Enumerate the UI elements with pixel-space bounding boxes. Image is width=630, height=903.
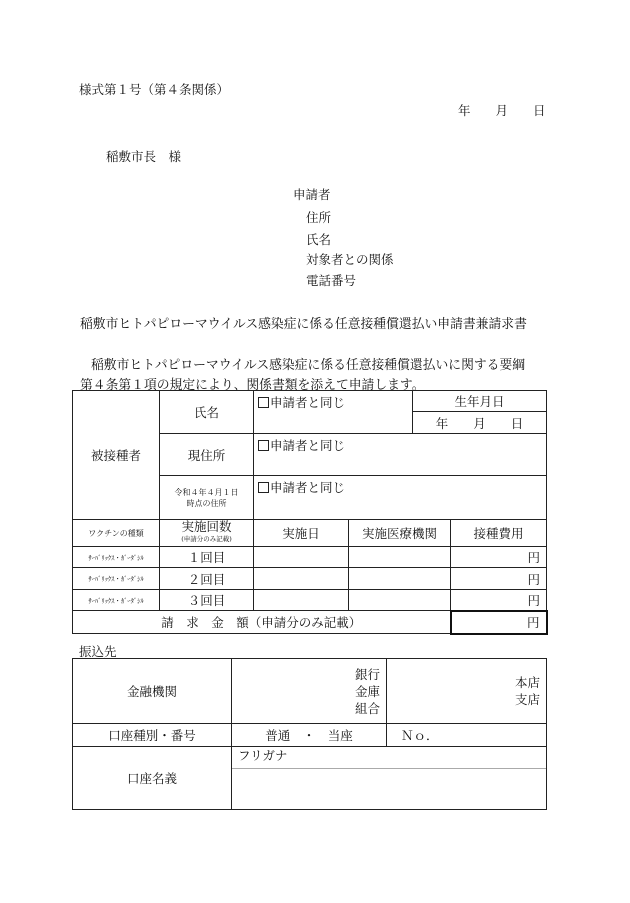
same-as-applicant-checkbox[interactable] (258, 482, 269, 493)
bank-table (72, 658, 547, 810)
address-label: 現住所 (160, 434, 254, 476)
facility-cell[interactable] (349, 568, 451, 590)
furigana-label: フリガナ (232, 747, 546, 769)
date-cell[interactable] (254, 590, 349, 611)
dose-count: １回目 (160, 547, 254, 568)
name-label: 氏名 (160, 391, 254, 434)
bank-section-label: 振込先 (79, 644, 117, 659)
date-cell[interactable] (254, 547, 349, 568)
account-label: 口座種別・番号 (73, 724, 232, 747)
past-address-cell[interactable] (254, 476, 547, 520)
applicant-relation-label: 対象者との関係 (306, 252, 394, 267)
recipient-label: 被接種者 (73, 391, 160, 520)
count-header: 実施回数 (申請分のみ記載) (160, 520, 254, 547)
form-number: 様式第１号（第４条関係） (79, 82, 230, 97)
birthdate-value[interactable]: 年 月 日 (413, 412, 547, 434)
date-cell[interactable] (254, 568, 349, 590)
same-as-applicant-label: 申請者と同じ (270, 438, 346, 453)
claim-amount-cell[interactable]: 円 (451, 611, 547, 634)
intro-line-1: 稲敷市ヒトパピローマウイルス感染症に係る任意接種償還払いに関する要綱 (91, 358, 526, 373)
birthdate-label: 生年月日 (413, 391, 547, 412)
applicant-name-label: 氏名 (306, 232, 332, 247)
holder-label: 口座名義 (73, 747, 232, 810)
table-row (73, 547, 547, 568)
table-row (73, 590, 547, 611)
past-address-label: 令和４年４月１日 時点の住所 (160, 476, 254, 520)
dose-count: ２回目 (160, 568, 254, 590)
date-header: 実施日 (254, 520, 349, 547)
table-row (73, 568, 547, 590)
applicant-phone-label: 電話番号 (306, 273, 357, 288)
name-cell[interactable] (254, 391, 413, 434)
addressee: 稲敷市長 様 (106, 149, 182, 164)
institution-type-cell[interactable]: 銀行 金庫 組合 (232, 659, 387, 724)
vaccine-type: ｻｰﾊﾞﾘｯｸｽ・ｶﾞｰﾀﾞｼﾙ (73, 547, 160, 568)
same-as-applicant-label: 申請者と同じ (270, 395, 346, 410)
applicant-label: 申請者 (293, 187, 331, 202)
institution-label: 金融機関 (73, 659, 232, 724)
holder-cell[interactable] (232, 747, 547, 810)
vaccine-type: ｻｰﾊﾞﾘｯｸｽ・ｶﾞｰﾀﾞｼﾙ (73, 568, 160, 590)
application-table (72, 390, 548, 635)
document-title: 稲敷市ヒトパピローマウイルス感染症に係る任意接種償還払い申請書兼請求書 (80, 317, 527, 332)
account-number-cell[interactable]: Ｎｏ． (387, 724, 547, 747)
claim-amount-label: 請 求 金 額（申請分のみ記載） (73, 611, 451, 634)
applicant-address-label: 住所 (306, 210, 332, 225)
account-type-cell[interactable]: 普通 ・ 当座 (232, 724, 387, 747)
vaccine-type-header: ワクチンの種類 (73, 520, 160, 547)
facility-header: 実施医療機関 (349, 520, 451, 547)
dose-count: ３回目 (160, 590, 254, 611)
fee-cell[interactable]: 円 (451, 590, 547, 611)
vaccine-type: ｻｰﾊﾞﾘｯｸｽ・ｶﾞｰﾀﾞｼﾙ (73, 590, 160, 611)
facility-cell[interactable] (349, 590, 451, 611)
intro-line-2: 第４条第１項の規定により、関係書類を添えて申請します。 (80, 378, 425, 393)
same-as-applicant-checkbox[interactable] (258, 397, 269, 408)
same-as-applicant-checkbox[interactable] (258, 440, 269, 451)
same-as-applicant-label: 申請者と同じ (270, 480, 346, 495)
facility-cell[interactable] (349, 547, 451, 568)
fee-cell[interactable]: 円 (451, 568, 547, 590)
fee-cell[interactable]: 円 (451, 547, 547, 568)
date-line: 年 月 日 (458, 103, 546, 118)
branch-type-cell[interactable]: 本店 支店 (387, 659, 547, 724)
address-cell[interactable] (254, 434, 547, 476)
fee-header: 接種費用 (451, 520, 547, 547)
